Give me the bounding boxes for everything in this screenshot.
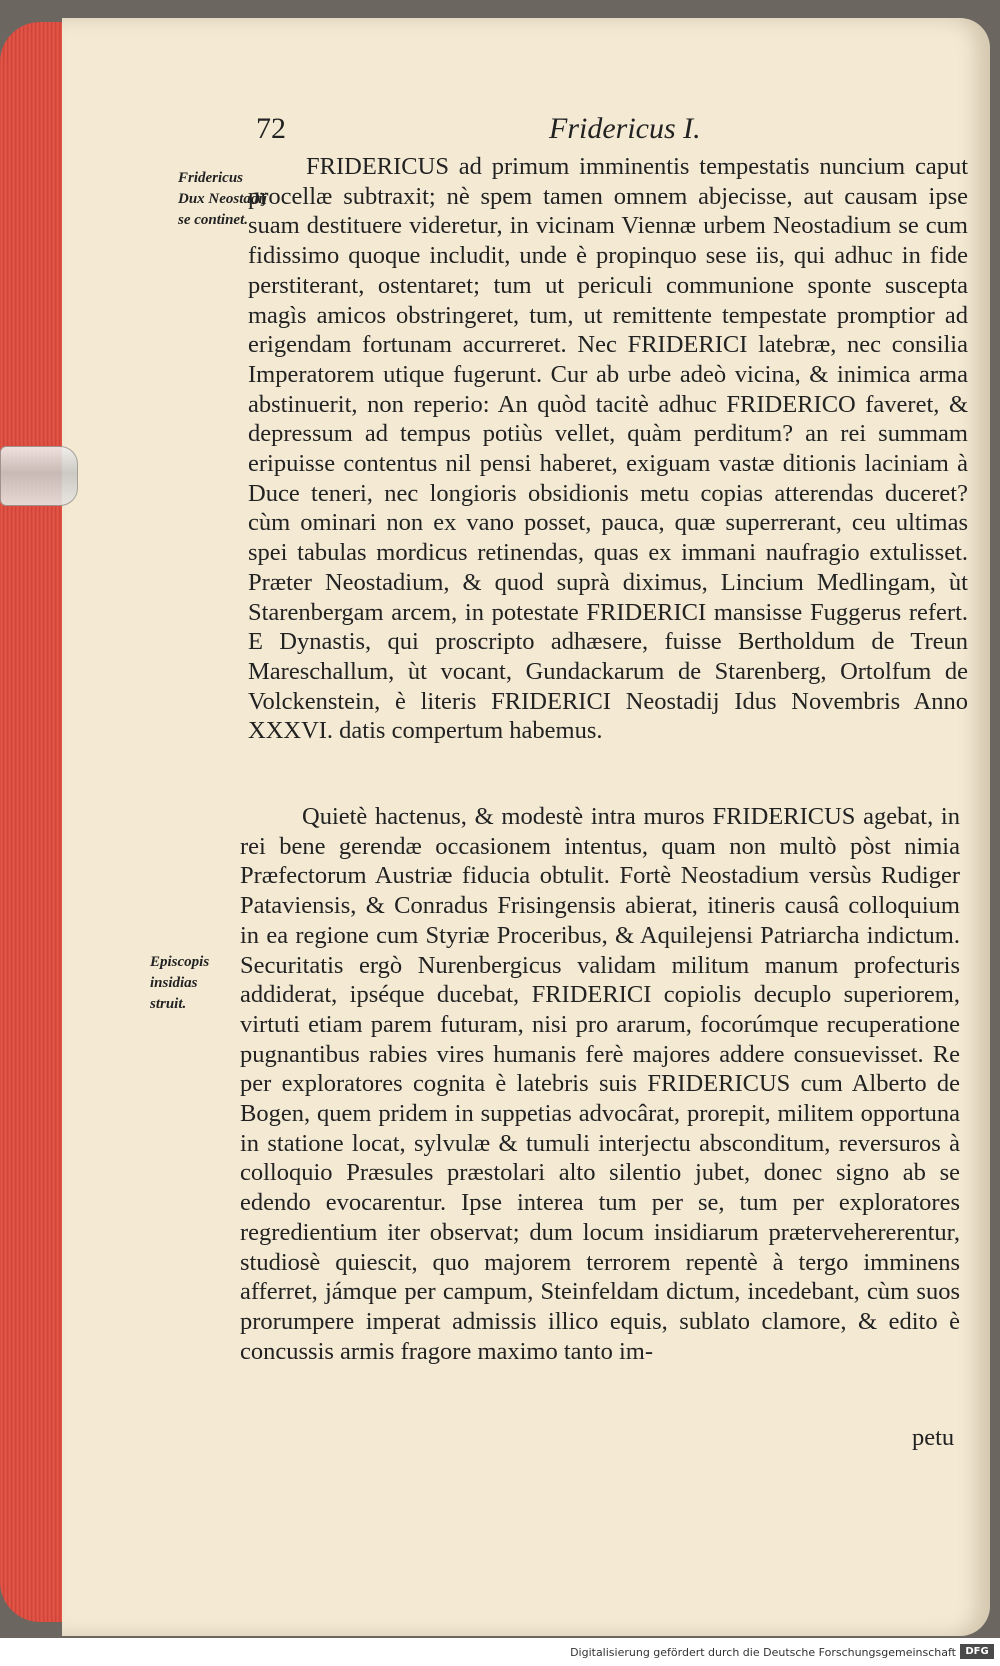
page-clip bbox=[0, 446, 78, 506]
page-header bbox=[256, 112, 956, 152]
dfg-logo-icon: DFG bbox=[960, 1644, 994, 1659]
margin-note-1: Fridericus Dux Neostadij se continet. bbox=[178, 170, 267, 228]
page-number: 72 bbox=[256, 112, 286, 145]
footer-credit: Digitalisierung gefördert durch die Deutsche Forschungsgemeinschaft bbox=[570, 1646, 956, 1659]
footer-bar bbox=[0, 1638, 1000, 1666]
paragraph-1: FRIDERICUS ad primum imminentis tempestatis nuncium caput procellæ subtraxit; nè spem tamen omnem abjecisse, aut causam ipse suam destituere videretur, in vicinam Viennæ urbem Neostadium se cum fidissimo quoque includit, unde è propinquo sese iis, qui adhuc in fide perstiterant, ostentaret; tum ut periculi communione sponte suscepta magìs amicos obstringeret, tum, ut remittente tempestate promptior ad erigendam fortunam accurreret. Nec FRIDERICI latebræ, nec consilia Imperatorem utique fugerunt. Cur ab urbe adeò vicina, & inimica arma abstinuerit, non reperio: An quòd tacitè adhuc FRIDERICO faveret, & depressum ad tempus potiùs vellet, quàm perditum? an rei summam eripuisse contentus nil pensi haberet, exiguam vastæ ditionis laciniam à Duce teneri, nec longioris obsidionis metu copias atterendas duceret? cùm ominari non ex vano posset, pauca, quæ superrerant, ceu ultimas spei tabulas mordicus retinendas, quas ex immani naufragio extulisset. Præter Neostadium, & quod suprà diximus, Lincium Medlingam, ùt Starenbergam arcem, in potestate FRIDERICI mansisse Fuggerus refert. E Dynastis, qui proscripto adhæsere, fuisse Bertholdum de Treun Mareschallum, ùt vocant, Gundackarum de Starenberg, Ortolfum de Volckenstein, è literis FRIDERICI Neostadij Idus Novembris Anno XXXVI. datis compertum habemus. bbox=[248, 153, 968, 745]
paragraph-2: Quietè hactenus, & modestè intra muros FRIDERICUS agebat, in rei bene gerendæ occasionem intentus, quam non multò pòst nimia Præfectorum Austriæ fiducia obtulit. Fortè Neostadium versùs Rudiger Pataviensis, & Conradus Frisingensis abierat, itineris causâ colloquium in ea regione cum Styriæ Proceribus, & Aquilejensi Patriarcha indictum. Securitatis ergò Nurenbergicus validam militum manum profecturis addiderat, ipséque ducebat, FRIDERICI copiolis decuplo superiorem, virtuti etiam parem futuram, nisi pro ararum, focorúmque recuperatione pugnantibus rabies vires humanis ferè majores addere consuevisset. Re per exploratores cognita è latebris suis FRIDERICUS cum Alberto de Bogen, quem pridem in suppetias advocârat, prorepit, militem opportuna in statione locat, sylvulæ & tumuli interjectu absconditum, reversuros à colloquio Præsules præstolari alto silentio jubet, donec signo ab se edendo evocarentur. Ipse interea tum per se, tum per exploratores regredientium iter observat; dum locum insidiarum prætervehererentur, studiosè quiescit, quo majorem terrorem repentè à tergo imminens afferret, jámque per campum, Steinfeldam dictum, incedebant, cùm suos prorumpere imperat admissis illico equis, sublato clamore, & edito è concussis armis fragore maximo tanto im- bbox=[240, 803, 960, 1365]
margin-note-2: Episcopis insidias struit. bbox=[150, 954, 210, 1012]
catchword: petu bbox=[912, 1424, 955, 1451]
running-title: Fridericus I. bbox=[549, 112, 701, 145]
page-edge-red bbox=[0, 22, 66, 1622]
